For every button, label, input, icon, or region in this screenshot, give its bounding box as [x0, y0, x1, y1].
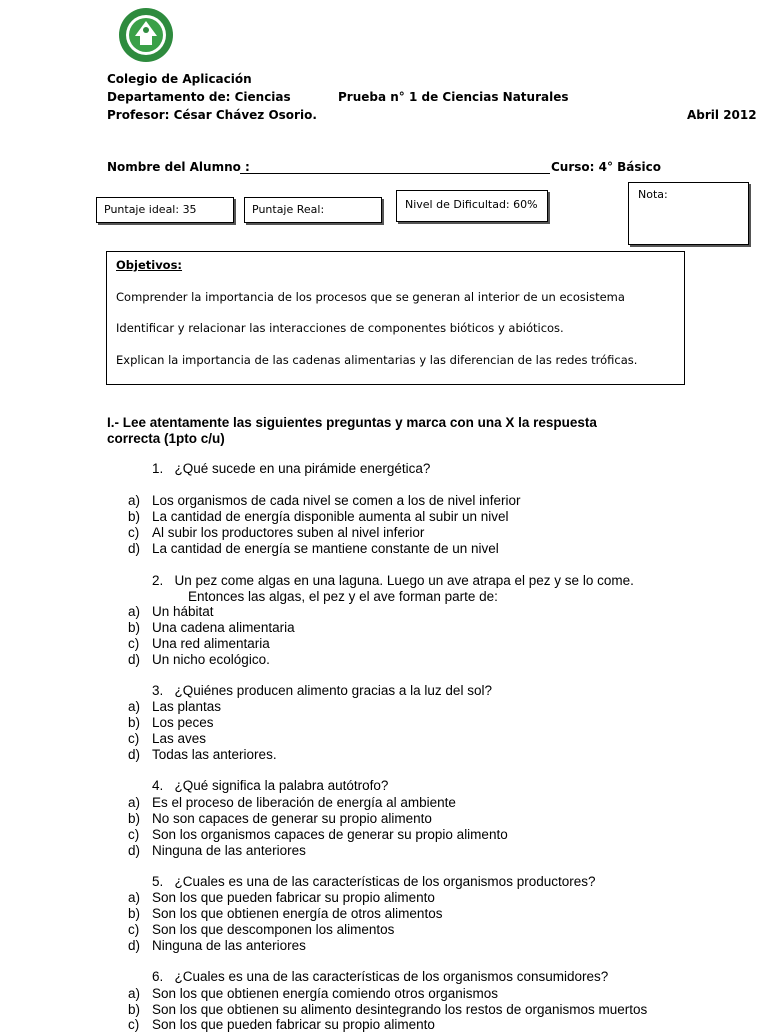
ideal-score: Puntaje ideal: 35	[104, 203, 197, 216]
question-text: ¿Qué significa la palabra autótrofo?	[174, 778, 389, 793]
ideal-score-box	[96, 197, 234, 223]
option-text: Son los que pueden fabricar su propio alimento	[152, 1017, 435, 1032]
question-3	[152, 683, 492, 698]
option-letter[interactable]: d)	[128, 652, 141, 667]
objective-item: Identificar y relacionar las interacciones de componentes bióticos y abióticos.	[116, 321, 564, 335]
grade-label: Nota:	[638, 188, 668, 201]
difficulty-level: Nivel de Dificultad: 60%	[405, 198, 538, 211]
option-text: Son los que obtienen energía comiendo otros organismos	[152, 986, 498, 1001]
option-text: Son los que pueden fabricar su propio alimento	[152, 890, 435, 905]
option-text: Un hábitat	[152, 604, 214, 619]
question-text: Un pez come algas en una laguna. Luego un ave atrapa el pez y se lo come.	[174, 573, 634, 588]
option-text: Las plantas	[152, 699, 222, 714]
section-title-line2: correcta (1pto c/u)	[107, 431, 225, 446]
real-score-label: Puntaje Real:	[252, 203, 325, 216]
question-6	[152, 969, 608, 984]
option-letter[interactable]: a)	[128, 699, 141, 714]
option-letter[interactable]: c)	[128, 731, 140, 746]
option-letter[interactable]: b)	[128, 509, 141, 524]
option-letter[interactable]: a)	[128, 890, 141, 905]
section-title-line1: I.- Lee atentamente las siguientes preguntas y marca con una X la respuesta	[107, 415, 597, 430]
question-number: 3.	[152, 683, 164, 698]
question-4	[152, 778, 388, 793]
option-letter[interactable]: b)	[128, 620, 141, 635]
option-text: Son los que descomponen los alimentos	[152, 922, 395, 937]
question-number: 6.	[152, 969, 164, 984]
objectives-title: Objetivos:	[116, 258, 183, 272]
question-text: ¿Quiénes producen alimento gracias a la luz del sol?	[174, 683, 492, 698]
option-letter[interactable]: b)	[128, 1002, 141, 1017]
question-1	[152, 461, 430, 476]
school-name: Colegio de Aplicación	[107, 72, 252, 86]
test-date: Abril 2012	[687, 108, 757, 122]
option-text: Ninguna de las anteriores	[152, 938, 306, 953]
option-letter[interactable]: a)	[128, 795, 141, 810]
question-5	[152, 874, 596, 889]
student-name-label: Nombre del Alumno :	[107, 160, 250, 174]
option-letter[interactable]: d)	[128, 747, 141, 762]
option-letter[interactable]: a)	[128, 604, 141, 619]
option-text: Una cadena alimentaria	[152, 620, 295, 635]
question-number: 2.	[152, 573, 164, 588]
test-title: Prueba n° 1 de Ciencias Naturales	[338, 90, 569, 104]
option-letter[interactable]: c)	[128, 636, 140, 651]
section-instructions	[107, 415, 597, 447]
question-number: 1.	[152, 461, 164, 476]
option-letter[interactable]: d)	[128, 938, 141, 953]
option-text: Ninguna de las anteriores	[152, 843, 306, 858]
question-text: ¿Qué sucede en una pirámide energética?	[174, 461, 431, 476]
option-letter[interactable]: a)	[128, 986, 141, 1001]
option-text: Las aves	[152, 731, 207, 746]
option-text: Todas las anteriores.	[152, 747, 277, 762]
question-2	[152, 573, 634, 588]
course-label: Curso: 4° Básico	[551, 160, 662, 174]
grade-box[interactable]	[628, 182, 749, 245]
question-text: ¿Cuales es una de las características de los organismos consumidores?	[174, 969, 609, 984]
student-name-line[interactable]	[240, 173, 550, 174]
option-text: Al subir los productores suben al nivel inferior	[152, 525, 425, 540]
option-letter[interactable]: c)	[128, 1017, 140, 1032]
department: Departamento de: Ciencias	[107, 90, 291, 104]
option-text: La cantidad de energía disponible aumenta al subir un nivel	[152, 509, 509, 524]
option-text: Son los organismos capaces de generar su propio alimento	[152, 827, 508, 842]
option-letter[interactable]: c)	[128, 827, 140, 842]
professor: Profesor: César Chávez Osorio.	[107, 108, 317, 122]
option-letter[interactable]: b)	[128, 811, 141, 826]
option-letter[interactable]: d)	[128, 541, 141, 556]
option-letter[interactable]: d)	[128, 843, 141, 858]
school-logo	[116, 6, 176, 64]
question-text-continued: Entonces las algas, el pez y el ave forman parte de:	[188, 589, 498, 604]
difficulty-box	[396, 190, 548, 222]
question-text: ¿Cuales es una de las características de los organismos productores?	[174, 874, 596, 889]
option-letter[interactable]: a)	[128, 493, 141, 508]
option-letter[interactable]: c)	[128, 922, 140, 937]
real-score-box[interactable]	[244, 197, 382, 223]
option-text: Un nicho ecológico.	[152, 652, 270, 667]
option-text: Son los que obtienen energía de otros alimentos	[152, 906, 443, 921]
objective-item: Comprender la importancia de los procesos que se generan al interior de un ecosistema	[116, 290, 625, 304]
option-text: Son los que obtienen su alimento desintegrando los restos de organismos muertos	[152, 1002, 648, 1017]
option-text: La cantidad de energía se mantiene constante de un nivel	[152, 541, 499, 556]
option-text: Es el proceso de liberación de energía al ambiente	[152, 795, 456, 810]
question-number: 5.	[152, 874, 164, 889]
option-letter[interactable]: b)	[128, 906, 141, 921]
option-letter[interactable]: c)	[128, 525, 140, 540]
option-text: Los organismos de cada nivel se comen a los de nivel inferior	[152, 493, 521, 508]
option-text: Una red alimentaria	[152, 636, 270, 651]
option-text: No son capaces de generar su propio alimento	[152, 811, 432, 826]
option-letter[interactable]: b)	[128, 715, 141, 730]
objective-item: Explican la importancia de las cadenas alimentarias y las diferencian de las redes tróficas.	[116, 353, 638, 367]
option-text: Los peces	[152, 715, 214, 730]
question-number: 4.	[152, 778, 164, 793]
